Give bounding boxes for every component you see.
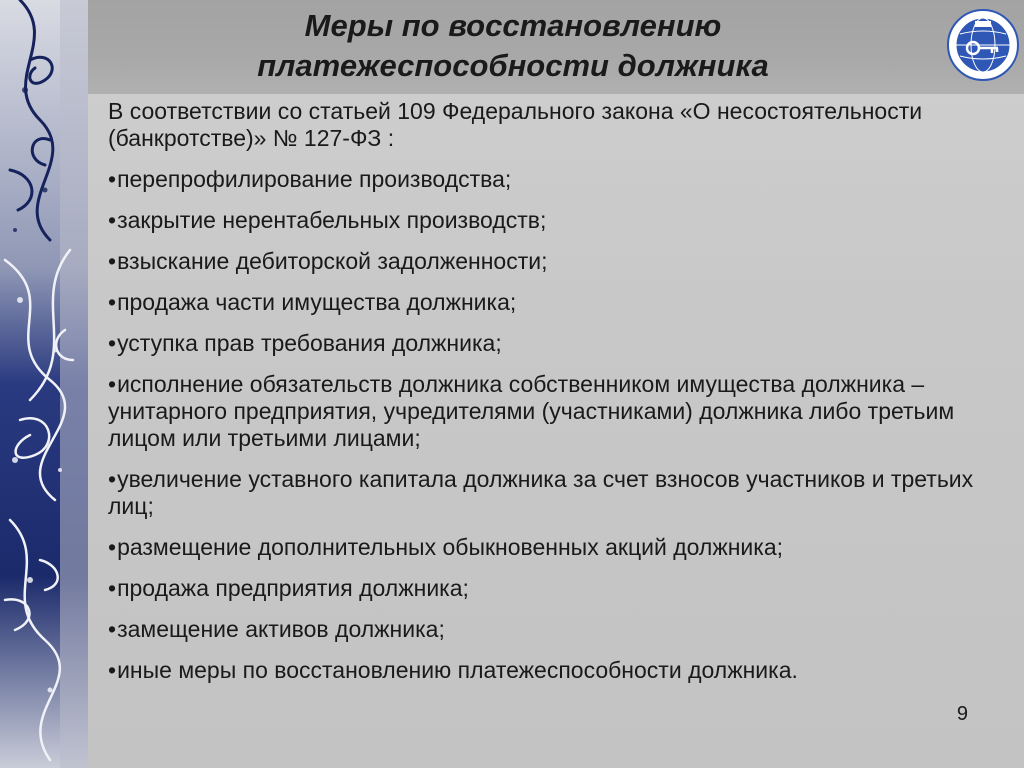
list-item-text: продажа части имущества должника; <box>117 289 517 315</box>
title-line-1: Меры по восстановлению <box>304 8 722 43</box>
bullet-mark: • <box>108 616 117 642</box>
measures-list <box>108 166 988 684</box>
bullet-mark: • <box>108 657 117 683</box>
slide-title <box>88 6 938 86</box>
list-item-text: взыскание дебиторской задолженности; <box>117 248 548 274</box>
globe-key-icon <box>946 8 1020 82</box>
list-item <box>108 657 988 684</box>
list-item <box>108 207 988 234</box>
bullet-mark: • <box>108 371 117 397</box>
title-line-2: платежеспособности должника <box>257 48 769 83</box>
list-item <box>108 330 988 357</box>
bullet-mark: • <box>108 534 117 560</box>
list-item-text: закрытие нерентабельных производств; <box>117 207 547 233</box>
page-number: 9 <box>956 703 968 725</box>
list-item-text: уступка прав требования должника; <box>117 330 502 356</box>
bullet-mark: • <box>108 466 117 492</box>
list-item-text: перепрофилирование производства; <box>117 166 512 192</box>
list-item <box>108 616 988 643</box>
list-item-text: увеличение уставного капитала должника за счет взносов участников и третьих лиц; <box>108 466 974 519</box>
list-item-text: замещение активов должника; <box>117 616 445 642</box>
list-item <box>108 534 988 561</box>
slide-body <box>108 98 988 698</box>
list-item-text: исполнение обязательств должника собственником имущества должника – унитарного предприятия, учредителями (участниками) должника либо третьим лицом или третьими лицами; <box>108 371 955 451</box>
bullet-mark: • <box>108 575 117 601</box>
bullet-mark: • <box>108 166 117 192</box>
bullet-mark: • <box>108 289 117 315</box>
list-item-text: размещение дополнительных обыкновенных акций должника; <box>117 534 784 560</box>
floral-ornament-border <box>0 0 88 768</box>
floral-ornament-icon <box>0 0 88 768</box>
list-item <box>108 575 988 602</box>
bullet-mark: • <box>108 330 117 356</box>
list-item <box>108 166 988 193</box>
list-item <box>108 289 988 316</box>
globe-key-emblem <box>946 8 1020 82</box>
list-item <box>108 248 988 275</box>
list-item <box>108 371 988 452</box>
list-item <box>108 466 988 520</box>
bullet-mark: • <box>108 248 117 274</box>
list-item-text: продажа предприятия должника; <box>117 575 469 601</box>
list-item-text: иные меры по восстановлению платежеспособности должника. <box>117 657 798 683</box>
intro-text: В соответствии со статьей 109 Федерального закона «О несостоятельности (банкротстве)» № 127-ФЗ : <box>108 98 923 151</box>
bullet-mark: • <box>108 207 117 233</box>
